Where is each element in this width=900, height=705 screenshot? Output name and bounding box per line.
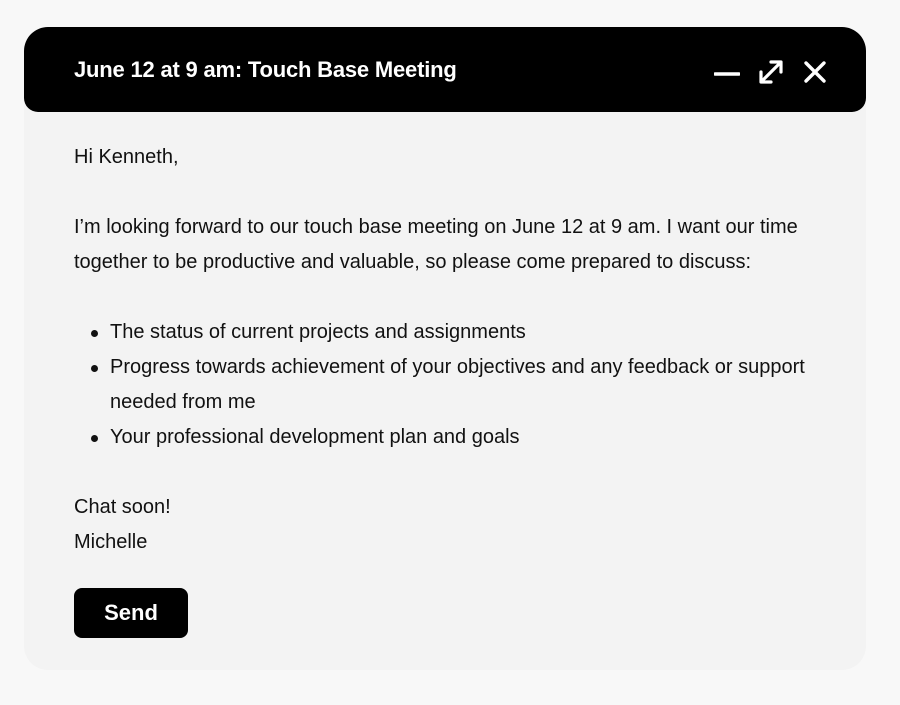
message-body [74,140,834,560]
list-item: Progress towards achievement of your objectives and any feedback or support needed from me [110,350,834,420]
list-item: The status of current projects and assignments [110,315,834,350]
expand-icon[interactable] [758,59,784,85]
window-controls [714,58,828,86]
closing-line: Chat soon! [74,496,171,518]
intro-paragraph: I’m looking forward to our touch base meeting on June 12 at 9 am. I want our time together to be productive and valuable, so please come prepared to discuss: [74,216,798,273]
title-bar [24,27,866,112]
discussion-topics-list [74,315,834,455]
email-compose-window [24,27,866,670]
signature: Michelle [74,531,148,553]
list-item: Your professional development plan and goals [110,420,834,455]
close-icon[interactable] [802,59,828,85]
greeting-line: Hi Kenneth, [74,146,179,168]
window-title: June 12 at 9 am: Touch Base Meeting [74,57,457,82]
minimize-icon[interactable] [714,59,740,85]
send-button[interactable]: Send [74,588,188,638]
